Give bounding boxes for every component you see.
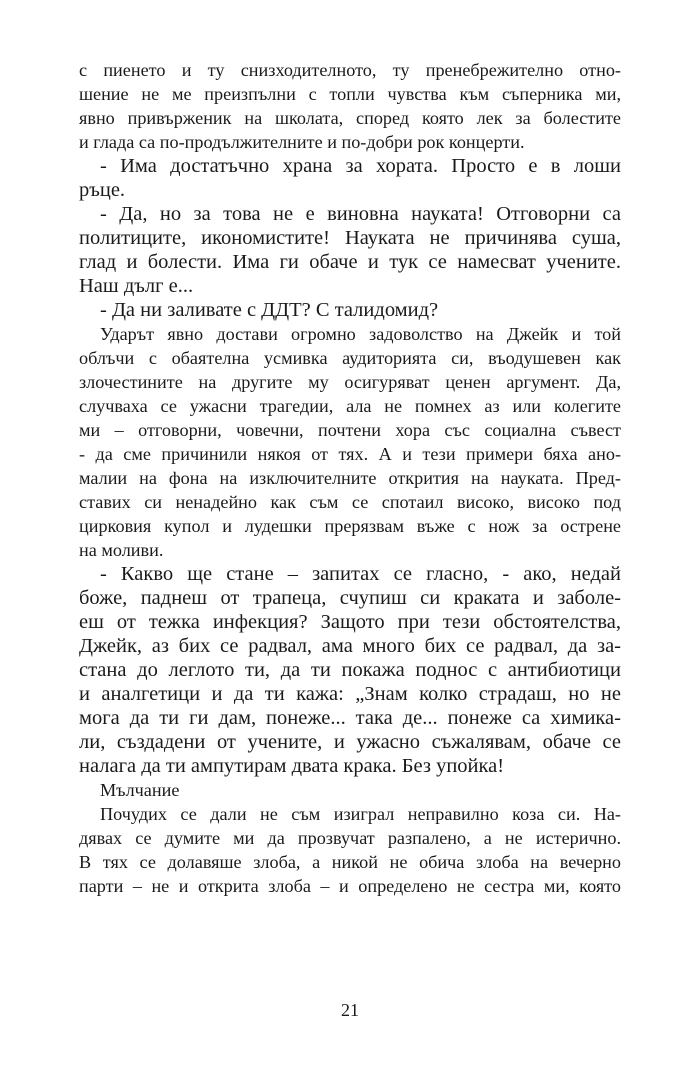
text-line: ставих си ненадейно как съм се спотаил високо, високо под [79, 492, 621, 512]
text-line: ръце. [79, 179, 126, 201]
text-line: боже, паднеш от трапеца, счупиш си краката и заболе- [79, 587, 621, 609]
text-line: ми – отговорни, човечни, почтени хора със социална съвест [79, 420, 621, 440]
text-line: малии на фона на изключителните открития на науката. Пред- [79, 468, 621, 488]
text-line: дявах се думите ми да прозвучат разпалено, а не истерично. [79, 828, 621, 848]
text-line: - Какво ще стане – запитах се гласно, - ако, недай [100, 563, 621, 585]
text-line: и глада са по-продължителните и по-добри рок концерти. [79, 132, 525, 152]
page-number: 21 [341, 1000, 359, 1020]
text-line: на моливи. [79, 540, 164, 560]
text-line: стана до леглото ти, да ти покажа поднос с антибиотици [79, 659, 621, 681]
text-line: явно привърженик на школата, според която лек за болестите [79, 108, 621, 128]
text-line: еш от тежка инфекция? Защото при тези обстоятелства, [79, 611, 621, 633]
text-line: мога да ти ги дам, понеже... така де... понеже са химика- [79, 707, 621, 729]
text-line: В тях се долавяше злоба, а никой не обича злоба на вечерно [79, 852, 621, 872]
text-line: парти – не и открита злоба – и определено не сестра ми, която [79, 876, 621, 896]
text-line: Ударът явно достави огромно задоволство на Джейк и той [100, 324, 621, 344]
text-line: злочестините на другите му осигуряват ценен аргумент. Да, [79, 372, 621, 392]
text-line: - да сме причинили някоя от тях. А и тези примери бяха ано- [79, 444, 621, 464]
text-line: - Да ни заливате с ДДТ? С талидомид? [100, 299, 439, 321]
text-line: ли, създадени от учените, и ужасно съжалявам, обаче се [79, 731, 621, 753]
text-line: Наш дълг е... [79, 275, 194, 297]
text-line: шение не ме преизпълни с топли чувства към съперника ми, [79, 84, 621, 104]
text-line: цирковия купол и лудешки прерязвам въже с нож за острене [79, 516, 621, 536]
text-line: Мълчание [100, 780, 180, 800]
text-line: глад и болести. Има ги обаче и тук се намесват учените. [79, 251, 621, 273]
text-line: налага да ти ампутирам двата крака. Без упойка! [79, 755, 505, 777]
text-line: Джейк, аз бих се радвал, ама много бих се радвал, да за- [79, 635, 621, 657]
text-line: облъчи с обаятелна усмивка аудиторията си, въодушевен как [79, 348, 621, 368]
body-text [79, 58, 621, 898]
text-line: Почудих се дали не съм изиграл неправилно коза си. На- [100, 804, 621, 824]
text-line: и аналгетици и да ти кажа: „Знам колко страдаш, но не [79, 683, 621, 705]
text-line: - Да, но за това не е виновна науката! Отговорни са [100, 203, 621, 225]
text-line: - Има достатъчно храна за хората. Просто е в лоши [100, 155, 621, 177]
text-line: политиците, икономистите! Науката не причинява суша, [79, 227, 621, 249]
text-line: с пиенето и ту снизходителното, ту пренебрежително отно- [79, 60, 621, 80]
text-line: случваха се ужасни трагедии, ала не помнех аз или колегите [79, 396, 621, 416]
